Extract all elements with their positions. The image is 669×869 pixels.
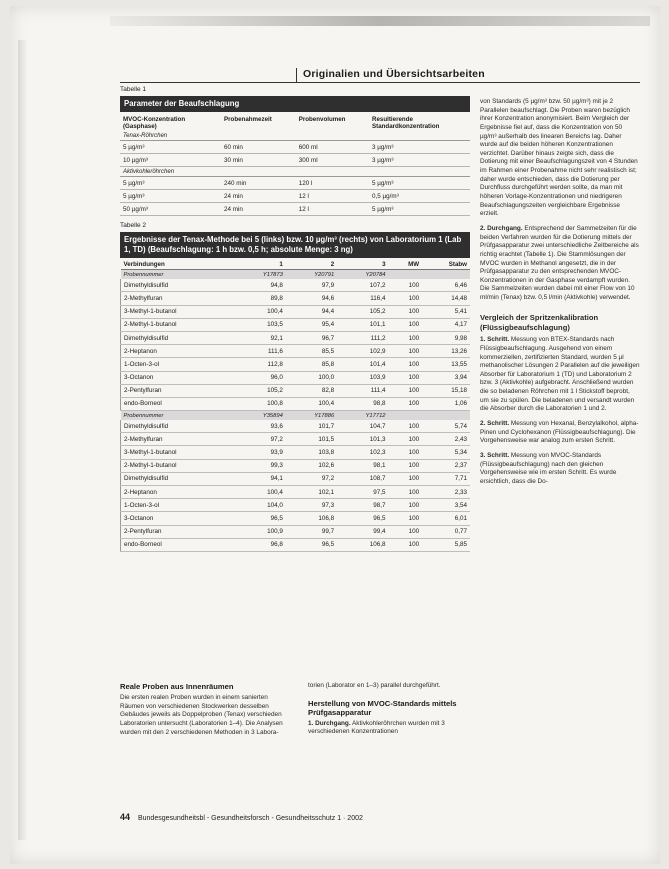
- table2-cell: 107,2: [337, 279, 388, 292]
- paragraph: [308, 720, 470, 737]
- table1-group-row: [120, 131, 470, 141]
- compound-name: Dimethyldisulfid: [121, 472, 235, 485]
- step-label: 1. Schritt.: [480, 336, 510, 344]
- page-fold-shadow: [18, 40, 28, 840]
- table2-cell: 94,1: [235, 472, 286, 485]
- table2-row: [121, 397, 471, 410]
- paragraph-text: Messung von MVOC-Standards (Flüssigbeaufschlagung) nach den gleichen Vorgehensweise wie im ersten Schritt. Es wurde ersichtlich, dass die Do-: [480, 451, 617, 485]
- table2-probe-cell: [389, 270, 423, 280]
- table1-row: [120, 141, 470, 154]
- table2-probe-cell: Y35894: [235, 411, 286, 421]
- table2-cell: 85,8: [286, 358, 337, 371]
- table2-cell: 97,9: [286, 279, 337, 292]
- table2-cell: 100,4: [235, 305, 286, 318]
- table2-body: [121, 270, 471, 552]
- table1-title: Parameter der Beaufschlagung: [120, 96, 470, 112]
- table2-cell: 100: [389, 292, 423, 305]
- scan-shadow: [110, 16, 650, 26]
- table2-cell: 100: [389, 384, 423, 397]
- table2-cell: 105,2: [235, 384, 286, 397]
- table2-cell: 100,0: [286, 371, 337, 384]
- table1-cell: 0,5 µg/m³: [369, 190, 470, 203]
- step-label: 2. Durchgang.: [480, 224, 523, 232]
- table2-cell: 1,06: [422, 397, 470, 410]
- table2-cell: 100: [389, 358, 423, 371]
- paragraph: Die ersten realen Proben wurden in einem sanierten Räumen von verschiedenen Stockwerken desselben Gebäudes jeweils als Doppelproben (Tenax) verschieden Laboratorien untersucht (Laboratorien 1–4). Die Analysen wurden mit den 2 verschiedenen Methoden in 3 Labora-: [120, 694, 283, 736]
- paragraph: [480, 420, 640, 446]
- table2-cell: 111,2: [337, 331, 388, 344]
- table2-cell: 100: [389, 499, 423, 512]
- table2-cell: 102,1: [286, 486, 337, 499]
- table2-cell: 101,4: [337, 358, 388, 371]
- table2-cell: 6,46: [422, 279, 470, 292]
- page-number: 44: [120, 812, 131, 822]
- table2-cell: 5,34: [422, 446, 470, 459]
- table1-cell: 240 min: [221, 177, 296, 190]
- table1-cell: 24 min: [221, 203, 296, 216]
- table2-cell: 100,8: [235, 397, 286, 410]
- table1-cell: 5 µg/m³: [120, 190, 221, 203]
- table2-probe-cell: [422, 270, 470, 280]
- table2-col-header: Stabw: [422, 258, 470, 270]
- paragraph: [480, 336, 640, 414]
- compound-name: 2-Methylfuran: [121, 433, 235, 446]
- table2-probe-cell: Y20791: [286, 270, 337, 280]
- table2-cell: 7,71: [422, 472, 470, 485]
- left-column: [120, 86, 470, 552]
- table2-cell: 100: [389, 538, 423, 551]
- table2-cell: 111,6: [235, 345, 286, 358]
- table2-cell: 9,98: [422, 331, 470, 344]
- table1-group-label: Aktivkohleröhrchen: [120, 167, 470, 177]
- table2-cell: 100: [389, 279, 423, 292]
- table2-row: [121, 420, 471, 433]
- table2-cell: 100,4: [286, 397, 337, 410]
- table1-group-row: [120, 167, 470, 177]
- compound-name: 2-Heptanon: [121, 486, 235, 499]
- table2-cell: 97,5: [337, 486, 388, 499]
- table2-cell: 5,74: [422, 420, 470, 433]
- table1-row: [120, 190, 470, 203]
- table2-col-header: 2: [286, 258, 337, 270]
- table2-cell: 13,55: [422, 358, 470, 371]
- lower-right-text: [308, 676, 470, 737]
- table2-row: [121, 305, 471, 318]
- paragraph: torien (Laborator en 1–3) parallel durchgeführt.: [308, 682, 441, 689]
- table2-cell: 85,5: [286, 345, 337, 358]
- table2-cell: 5,41: [422, 305, 470, 318]
- table2-cell: 100: [389, 318, 423, 331]
- table2-cell: 98,1: [337, 459, 388, 472]
- table2-cell: 111,4: [337, 384, 388, 397]
- table2-cell: 100: [389, 512, 423, 525]
- table2-row: [121, 331, 471, 344]
- step-label: 3. Schritt.: [480, 451, 510, 459]
- table1-col-header: Probenvolumen: [298, 115, 346, 123]
- paragraph: [480, 452, 640, 487]
- table2-cell: 97,2: [286, 472, 337, 485]
- table2-cell: 106,8: [286, 512, 337, 525]
- step-label: 1. Durchgang.: [308, 719, 351, 727]
- table2-cell: 100: [389, 525, 423, 538]
- table1-caption: Tabelle 1: [120, 86, 147, 93]
- table1-col-header: MVOC-Konzentration (Gasphase): [123, 115, 186, 130]
- table2-cell: 102,9: [337, 345, 388, 358]
- table2-probe-cell: Y17886: [286, 411, 337, 421]
- section-heading-syringe-calibration: Vergleich der Spritzenkalibration (Flüssigbeaufschlagung): [480, 312, 599, 332]
- table2-cell: 101,5: [286, 433, 337, 446]
- table2-cell: 96,7: [286, 331, 337, 344]
- table1-cell: 10 µg/m³: [120, 154, 221, 167]
- table1-cell: 12 l: [296, 203, 369, 216]
- table2-col-header: MW: [389, 258, 423, 270]
- table2-cell: 6,01: [422, 512, 470, 525]
- table2-cell: 89,8: [235, 292, 286, 305]
- table2-cell: 4,17: [422, 318, 470, 331]
- table1-cell: 30 min: [221, 154, 296, 167]
- table2-cell: 100: [389, 433, 423, 446]
- table2-row: [121, 525, 471, 538]
- table2-cell: 100: [389, 459, 423, 472]
- page-footer: [120, 812, 363, 822]
- table1-cell: 120 l: [296, 177, 369, 190]
- table2-cell: 97,3: [286, 499, 337, 512]
- table2-cell: 97,2: [235, 433, 286, 446]
- table1-cell: 60 min: [221, 141, 296, 154]
- table2-row: [121, 384, 471, 397]
- table2-cell: 99,4: [337, 525, 388, 538]
- table2-probe-cell: Y20784: [337, 270, 388, 280]
- table2-cell: 94,6: [286, 292, 337, 305]
- table2-cell: 100,4: [235, 486, 286, 499]
- table2-cell: 98,7: [337, 499, 388, 512]
- section-heading-real-samples: Reale Proben aus Innenräumen: [120, 682, 234, 691]
- table2-cell: 92,1: [235, 331, 286, 344]
- table2-col-header: 3: [337, 258, 388, 270]
- table1: [120, 112, 470, 217]
- lower-left-text: [120, 676, 292, 737]
- table2-row: [121, 279, 471, 292]
- compound-name: 2-Methyl-1-butanol: [121, 318, 235, 331]
- table2-cell: 13,26: [422, 345, 470, 358]
- section-heading-mvoc-standards: Herstellung von MVOC-Standards mittels Prüfgasapparatur: [308, 698, 457, 717]
- table2-row: [121, 292, 471, 305]
- table2-col-header: Verbindungen: [121, 258, 235, 270]
- table2-row: [121, 446, 471, 459]
- table2-cell: 104,7: [337, 420, 388, 433]
- table2-cell: 105,2: [337, 305, 388, 318]
- table2-cell: 101,3: [337, 433, 388, 446]
- table2-cell: 93,6: [235, 420, 286, 433]
- paragraph-text: Messung von BTEX-Standards nach Flüssigbeaufschlagung. Ausgehend von einem kommerziellen, zertifizierten Standard, wurden 5 µl methanolischer Lösungen 2 Parallelen auf die jeweiligen Absorber für Laboratorium 1 (TD) und Laboratorium 2 bzw. 3 (Aktivkohle) aufgebracht. Anschließend wurden die so beladenen Röhrchen mit 1 l Stickstoff beprobt, um sie zu spülen. Die beladenen und versandt wurden die Absorber durch die Laboratorien 1 und 2.: [480, 336, 640, 413]
- table2-cell: 103,5: [235, 318, 286, 331]
- compound-name: 2-Methylfuran: [121, 292, 235, 305]
- table2-cell: 100: [389, 446, 423, 459]
- table2-cell: 103,9: [337, 371, 388, 384]
- table2-row: [121, 538, 471, 551]
- compound-name: Dimethyldisulfid: [121, 420, 235, 433]
- table1-cell: 600 ml: [296, 141, 369, 154]
- table2-cell: 103,8: [286, 446, 337, 459]
- table2-cell: 0,77: [422, 525, 470, 538]
- paragraph-text: Aktivkohleröhrchen wurden mit 3 verschiedenen Konzentrationen: [308, 719, 445, 736]
- table2-probe-cell: Y17873: [235, 270, 286, 280]
- compound-name: 1-Octen-3-ol: [121, 358, 235, 371]
- table2-cell: 3,54: [422, 499, 470, 512]
- table2-cell: 116,4: [337, 292, 388, 305]
- compound-name: Dimethyldisulfid: [121, 331, 235, 344]
- table1-cell: 24 min: [221, 190, 296, 203]
- table2-cell: 99,7: [286, 525, 337, 538]
- table2-cell: 96,5: [235, 512, 286, 525]
- table2-row: [121, 345, 471, 358]
- table2-probe-row: [121, 270, 471, 280]
- table2-cell: 3,94: [422, 371, 470, 384]
- table2-cell: 100: [389, 331, 423, 344]
- table1-cell: 5 µg/m³: [369, 203, 470, 216]
- table2-caption: Tabelle 2: [120, 222, 147, 230]
- table1-body: [120, 131, 470, 216]
- table2-row: [121, 499, 471, 512]
- compound-name: endo-Borneol: [121, 397, 235, 410]
- compound-name: 1-Octen-3-ol: [121, 499, 235, 512]
- table2-probe-cell: Y17712: [337, 411, 388, 421]
- table2-probe-cell: Probennummer: [121, 270, 235, 280]
- table2-cell: 100: [389, 345, 423, 358]
- table2-cell: 104,0: [235, 499, 286, 512]
- table2-cell: 96,5: [337, 512, 388, 525]
- table2-cell: 14,48: [422, 292, 470, 305]
- table2-cell: 98,8: [337, 397, 388, 410]
- table2-row: [121, 371, 471, 384]
- table2-cell: 102,6: [286, 459, 337, 472]
- table1-group-label: Tenax-Röhrchen: [120, 131, 470, 141]
- right-column: [480, 98, 640, 492]
- table2-cell: 94,8: [235, 279, 286, 292]
- table2-cell: 106,8: [337, 538, 388, 551]
- table2-cell: 96,8: [235, 538, 286, 551]
- table2-cell: 102,3: [337, 446, 388, 459]
- page-header-title: Originalien und Übersichtsarbeiten: [303, 68, 485, 80]
- table1-row: [120, 203, 470, 216]
- table2-probe-cell: [389, 411, 423, 421]
- table2-cell: 94,4: [286, 305, 337, 318]
- table1-cell: 12 l: [296, 190, 369, 203]
- paragraph: von Standards (5 µg/m³ bzw. 50 µg/m³) mit je 2 Parallelen beaufschlagt. Die Proben waren bezüglich ihrer Konzentration anonymisiert. Beim Vergleich der Ergebnisse fiel auf, dass die Konzentration von 50 µg/m³ außerhalb des linearen Bereichs lag. Daher wurde auf die beiden höheren Konzentrationen verzichtet. Darüber hinaus zeigte sich, dass die Dotierung mit einer Beaufschlagungszeit von 4 Stunden im Rahmen einer Probenahme nicht sehr realistisch ist; daher wurde entschieden, dass die Dotierung per Durchfluss durchgeführt werden sollte, da man mit höheren Vorlage-Konzentrationen und niedrigeren Beaufschlagungszeiten vergleichbare Ergebnisse erzielt.: [480, 98, 638, 218]
- table2-cell: 93,9: [235, 446, 286, 459]
- table1-col-header: Probenahmezeit: [224, 115, 272, 123]
- table1-cell: 50 µg/m³: [120, 203, 221, 216]
- table2: [120, 258, 470, 552]
- table2-cell: 100: [389, 305, 423, 318]
- step-label: 2. Schritt.: [480, 420, 510, 427]
- table1-cell: 300 ml: [296, 154, 369, 167]
- table2-row: [121, 358, 471, 371]
- table1-cell: 5 µg/m³: [120, 141, 221, 154]
- table2-row: [121, 459, 471, 472]
- compound-name: 2-Pentylfuran: [121, 384, 235, 397]
- table2-cell: 100: [389, 371, 423, 384]
- compound-name: endo-Borneol: [121, 538, 235, 551]
- table2-row: [121, 433, 471, 446]
- table2-cell: 108,7: [337, 472, 388, 485]
- table2-cell: 101,1: [337, 318, 388, 331]
- compound-name: 2-Heptanon: [121, 345, 235, 358]
- journal-citation: Bundesgesundheitsbl - Gesundheitsforsch - Gesundheitsschutz 1 · 2002: [137, 815, 363, 822]
- table2-cell: 100: [389, 472, 423, 485]
- table1-cell: 5 µg/m³: [120, 177, 221, 190]
- table2-cell: 100: [389, 397, 423, 410]
- table1-row: [120, 154, 470, 167]
- table2-cell: 100: [389, 420, 423, 433]
- table2-title: Ergebnisse der Tenax-Methode bei 5 (links) bzw. 10 µg/m³ (rechts) von Laboratorium 1 (Lab 1, TD) (Beaufschlagung: 1 h bzw. 0,5 h; absolute Menge: 3 ng): [120, 232, 470, 257]
- compound-name: 3-Octanon: [121, 371, 235, 384]
- header-rule: [120, 82, 640, 83]
- compound-name: 3-Methyl-1-butanol: [121, 305, 235, 318]
- table1-row: [120, 177, 470, 190]
- table1-cell: 3 µg/m³: [369, 141, 470, 154]
- table2-cell: 2,37: [422, 459, 470, 472]
- table2-cell: 99,3: [235, 459, 286, 472]
- compound-name: 3-Methyl-1-butanol: [121, 446, 235, 459]
- paragraph: [480, 225, 640, 303]
- table2-probe-cell: [422, 411, 470, 421]
- table2-col-header: 1: [235, 258, 286, 270]
- table1-cell: 3 µg/m³: [369, 154, 470, 167]
- table2-probe-row: [121, 411, 471, 421]
- table1-cell: 5 µg/m³: [369, 177, 470, 190]
- table2-cell: 112,8: [235, 358, 286, 371]
- table2-cell: 101,7: [286, 420, 337, 433]
- header-divider: [296, 68, 297, 82]
- paragraph-text: Entsprechend der Sammelzeiten für die beiden Verfahren wurden für die Dotierung mittels der Prüfgasapparatur zwei unterschiedliche Zeitbereiche als richtig erachtet (Tabelle 1). Die Stammlösungen der MVOC wurden in Methanol angesetzt, die in der Prüfgasapparatur zu den entsprechenden MVOC-Konzentrationen in der Gasphase verdampft wurden. Die Sammelzeiten wurden dabei mit einer Flow von 10 ml/min (Tenax) bzw. 0,5 l/min (Aktivkohle) verwendet.: [480, 224, 639, 302]
- table2-cell: 100,9: [235, 525, 286, 538]
- table2-row: [121, 512, 471, 525]
- table2-cell: 2,43: [422, 433, 470, 446]
- table2-row: [121, 472, 471, 485]
- table2-probe-cell: Probennummer: [121, 411, 235, 421]
- table2-cell: 82,8: [286, 384, 337, 397]
- table2-row: [121, 486, 471, 499]
- compound-name: 3-Octanon: [121, 512, 235, 525]
- table2-row: [121, 318, 471, 331]
- compound-name: Dimethyldisulfid: [121, 279, 235, 292]
- table2-cell: 5,85: [422, 538, 470, 551]
- table2-cell: 2,33: [422, 486, 470, 499]
- compound-name: 2-Pentylfuran: [121, 525, 235, 538]
- table1-col-header: Resultierende Standardkonzentration: [372, 115, 440, 130]
- table2-cell: 96,5: [286, 538, 337, 551]
- table2-cell: 100: [389, 486, 423, 499]
- paragraph-text: Messung von Hexanal, Benzylalkohol, alpha-Pinen und Cyclohexanon (Flüssigbeaufschlagung). Die Vorgehensweise war analog zum ersten Schritt.: [480, 420, 639, 445]
- table2-cell: 96,0: [235, 371, 286, 384]
- table2-cell: 95,4: [286, 318, 337, 331]
- table2-cell: 15,18: [422, 384, 470, 397]
- compound-name: 2-Methyl-1-butanol: [121, 459, 235, 472]
